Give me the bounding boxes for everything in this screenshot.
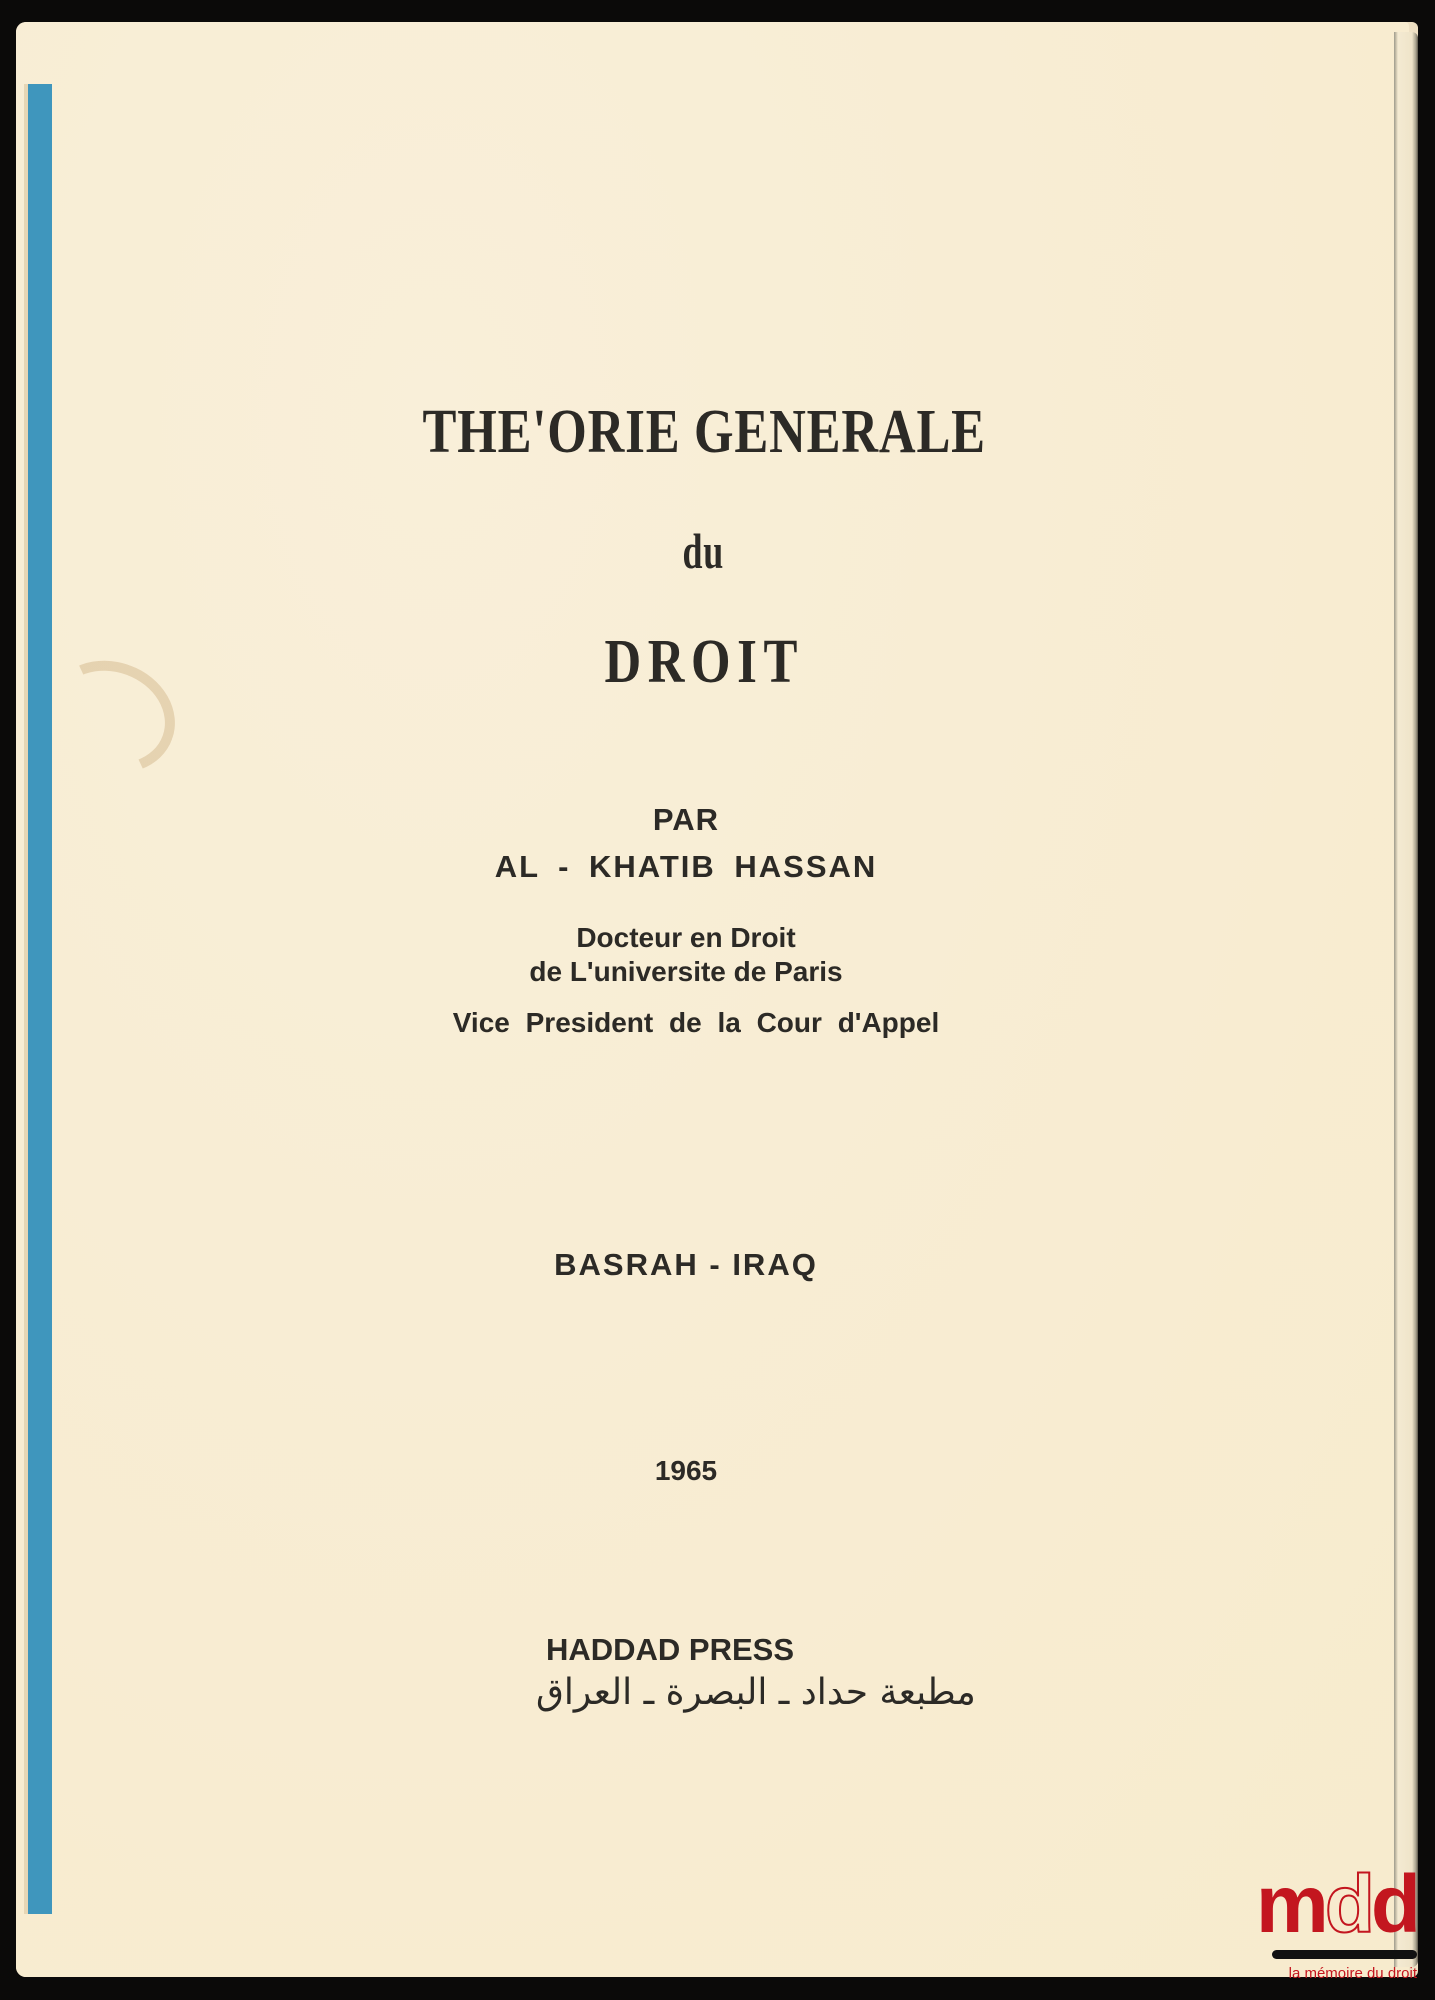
page-edge xyxy=(1394,32,1418,1967)
title-line-2: du xyxy=(682,523,724,579)
credential-3: Vice President de la Cour d'Appel xyxy=(452,1007,940,1038)
credential-1: Docteur en Droit xyxy=(576,922,796,953)
logo-letter-m: m xyxy=(1255,1859,1325,1950)
cover-text xyxy=(16,22,1356,1977)
logo-tagline: la mémoire du droit xyxy=(1288,1965,1417,1982)
title-line-3: DROIT xyxy=(604,628,804,696)
mdd-watermark-logo xyxy=(1247,1859,1417,1982)
by-label: PAR xyxy=(652,802,720,837)
logo-letter-d: d xyxy=(1370,1859,1417,1950)
logo-letter-d-outline: d xyxy=(1324,1859,1371,1950)
publisher-arabic: مطبعة حداد ـ البصرة ـ العراق xyxy=(536,1672,976,1713)
publisher-english: HADDAD PRESS xyxy=(546,1632,795,1667)
title-line-1: THE'ORIE GENERALE xyxy=(422,398,986,466)
author-name: AL - KHATIB HASSAN xyxy=(494,849,878,884)
publication-year: 1965 xyxy=(654,1455,718,1486)
publication-place: BASRAH - IRAQ xyxy=(554,1247,818,1282)
credential-2: de L'universite de Paris xyxy=(529,956,843,987)
book-cover xyxy=(16,22,1418,1977)
logo-underline xyxy=(1272,1950,1417,1959)
mdd-logo-icon xyxy=(1247,1859,1417,1950)
